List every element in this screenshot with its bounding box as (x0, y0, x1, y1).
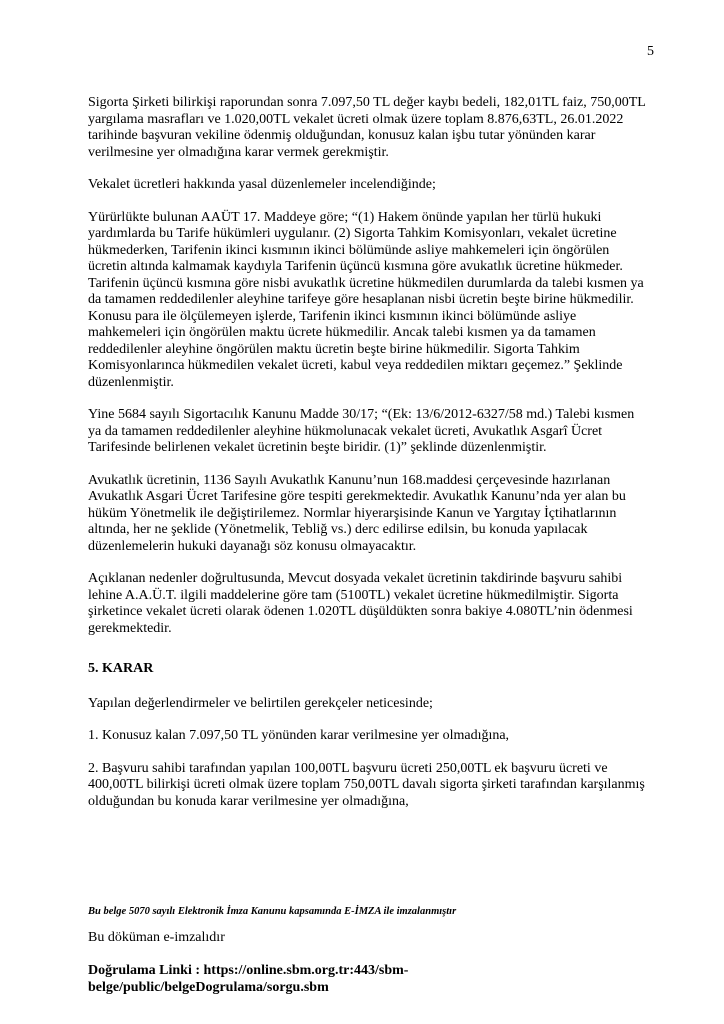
paragraph-attorney-law-168: Avukatlık ücretinin, 1136 Sayılı Avukatlık Kanunu’nun 168.maddesi çerçevesinde hazırlanan Avukatlık Asgari Ücret Tarifesine göre tespiti gerekmektedir. Avukatlık Kanunu’nda yer alan bu hüküm Yönetmelik ile değiştirilemez. Normlar hiyerarşisinde Kanun ve Yargıtay İçtihatlarının altında, her ne şeklide (Yönetmelik, Tebliğ vs.) derc edilirse edilsin, bu konuda yapılacak düzenlemelerin hukuki dayanağı söz konusu olmayacaktır. (88, 472, 626, 554)
verification-link-block (88, 963, 648, 996)
page-number: 5 (647, 44, 654, 59)
paragraph-aaut-article-17: Yürürlükte bulunan AAÜT 17. Maddeye göre; “(1) Hakem önünde yapılan her türlü hukuki yardımlarda bu Tarife hükümleri uygulanır. (2) Sigorta Tahkim Komisyonları, vekalet ücretine hükmederken, Tarifenin ikinci kısmının ikinci bölümünde asliye mahkemeleri için öngörülen ücretin altında kalmamak kaydıyla Tarifenin üçüncü kısmına göre avukatlık ücretine hükmeder. Tarifenin üçüncü kısmına göre nisbi avukatlık ücretine hükmedilen durumlarda da talebi kısmen ya da tamamen reddedilenler aleyhine tarifeye göre hesaplanan nisbi ücretin beşte birine hükmedilir. Konusu para ile ölçülemeyen işlerde, Tarifenin ikinci kısmının ikinci bölümünde asliye mahkemeleri için öngörülen maktu ücrete hükmedilir. Ancak talebi kısmen ya da tamamen reddedilenler aleyhine öngörülen maktu ücretin beşte birine hükmedilir. Sigorta Tahkim Komisyonlarınca hükmedilen vekalet ücreti, kabul veya reddedilen miktarı geçemez.” Şeklinde düzenlenmiştir. (88, 209, 644, 390)
decision-item-1: 1. Konusuz kalan 7.097,50 TL yönünden karar verilmesine yer olmadığına, (88, 728, 510, 743)
document-body (88, 95, 648, 826)
paragraph-payment-summary: Sigorta Şirketi bilirkişi raporundan sonra 7.097,50 TL değer kaybı bedeli, 182,01TL faiz, 750,00TL yargılama masrafları ve 1.020,00TL vekalet ücreti olmak üzere toplam 8.876,63TL, 26.01.2022 tarihinde başvuran vekiline ödenmiş olduğundan, konusuz kalan işbu tutar yönünden karar verilmesine yer olmadığına karar vermek gerekmiştir. (88, 95, 646, 160)
decision-item-2: 2. Başvuru sahibi tarafından yapılan 100,00TL başvuru ücreti 250,00TL ek başvuru ücreti ve 400,00TL bilirkişi ücreti olmak üzere toplam 750,00TL davalı sigorta şirketi tarafından karşılanmış olduğundan bu konuda karar verilmesine yer olmadığına, (88, 760, 645, 809)
signature-footer (88, 905, 648, 996)
section-heading-decision: 5. KARAR (88, 661, 154, 676)
paragraph-fee-regulations-intro: Vekalet ücretleri hakkında yasal düzenlemeler incelendiğinde; (88, 177, 436, 192)
paragraph-fee-conclusion: Açıklanan nedenler doğrultusunda, Mevcut dosyada vekalet ücretinin takdirinde başvuru sahibi lehine A.A.Ü.T. ilgili maddelerine göre tam (5100TL) vekalet ücretine hükmedilmiştir. Sigorta şirketince vekalet ücreti olarak ödenen 1.020TL düşüldükten sonra bakiye 4.080TL’nin ödenmesi gerekmektedir. (88, 571, 633, 636)
verification-url-part1[interactable]: https://online.sbm.org.tr:443/sbm- (203, 963, 409, 978)
esign-legal-note: Bu belge 5070 sayılı Elektronik İmza Kanunu kapsamında E-İMZA ile imzalanmıştır (88, 906, 457, 917)
verification-url-part2[interactable]: belge/public/belgeDogrulama/sorgu.sbm (88, 979, 329, 995)
paragraph-insurance-law-30-17: Yine 5684 sayılı Sigortacılık Kanunu Madde 30/17; “(Ek: 13/6/2012-6327/58 md.) Talebi kısmen ya da tamamen reddedilenler aleyhine hükmolunacak vekalet ücreti, Avukatlık Asgarî Ücret Tarifesinde belirlenen vekalet ücretinin beşte biridir. (1)” şeklinde düzenlenmiştir. (88, 407, 635, 455)
verification-label: Doğrulama Linki : (88, 963, 201, 978)
esign-statement: Bu döküman e-imzalıdır (88, 930, 225, 945)
decision-intro: Yapılan değerlendirmeler ve belirtilen gerekçeler neticesinde; (88, 695, 433, 711)
